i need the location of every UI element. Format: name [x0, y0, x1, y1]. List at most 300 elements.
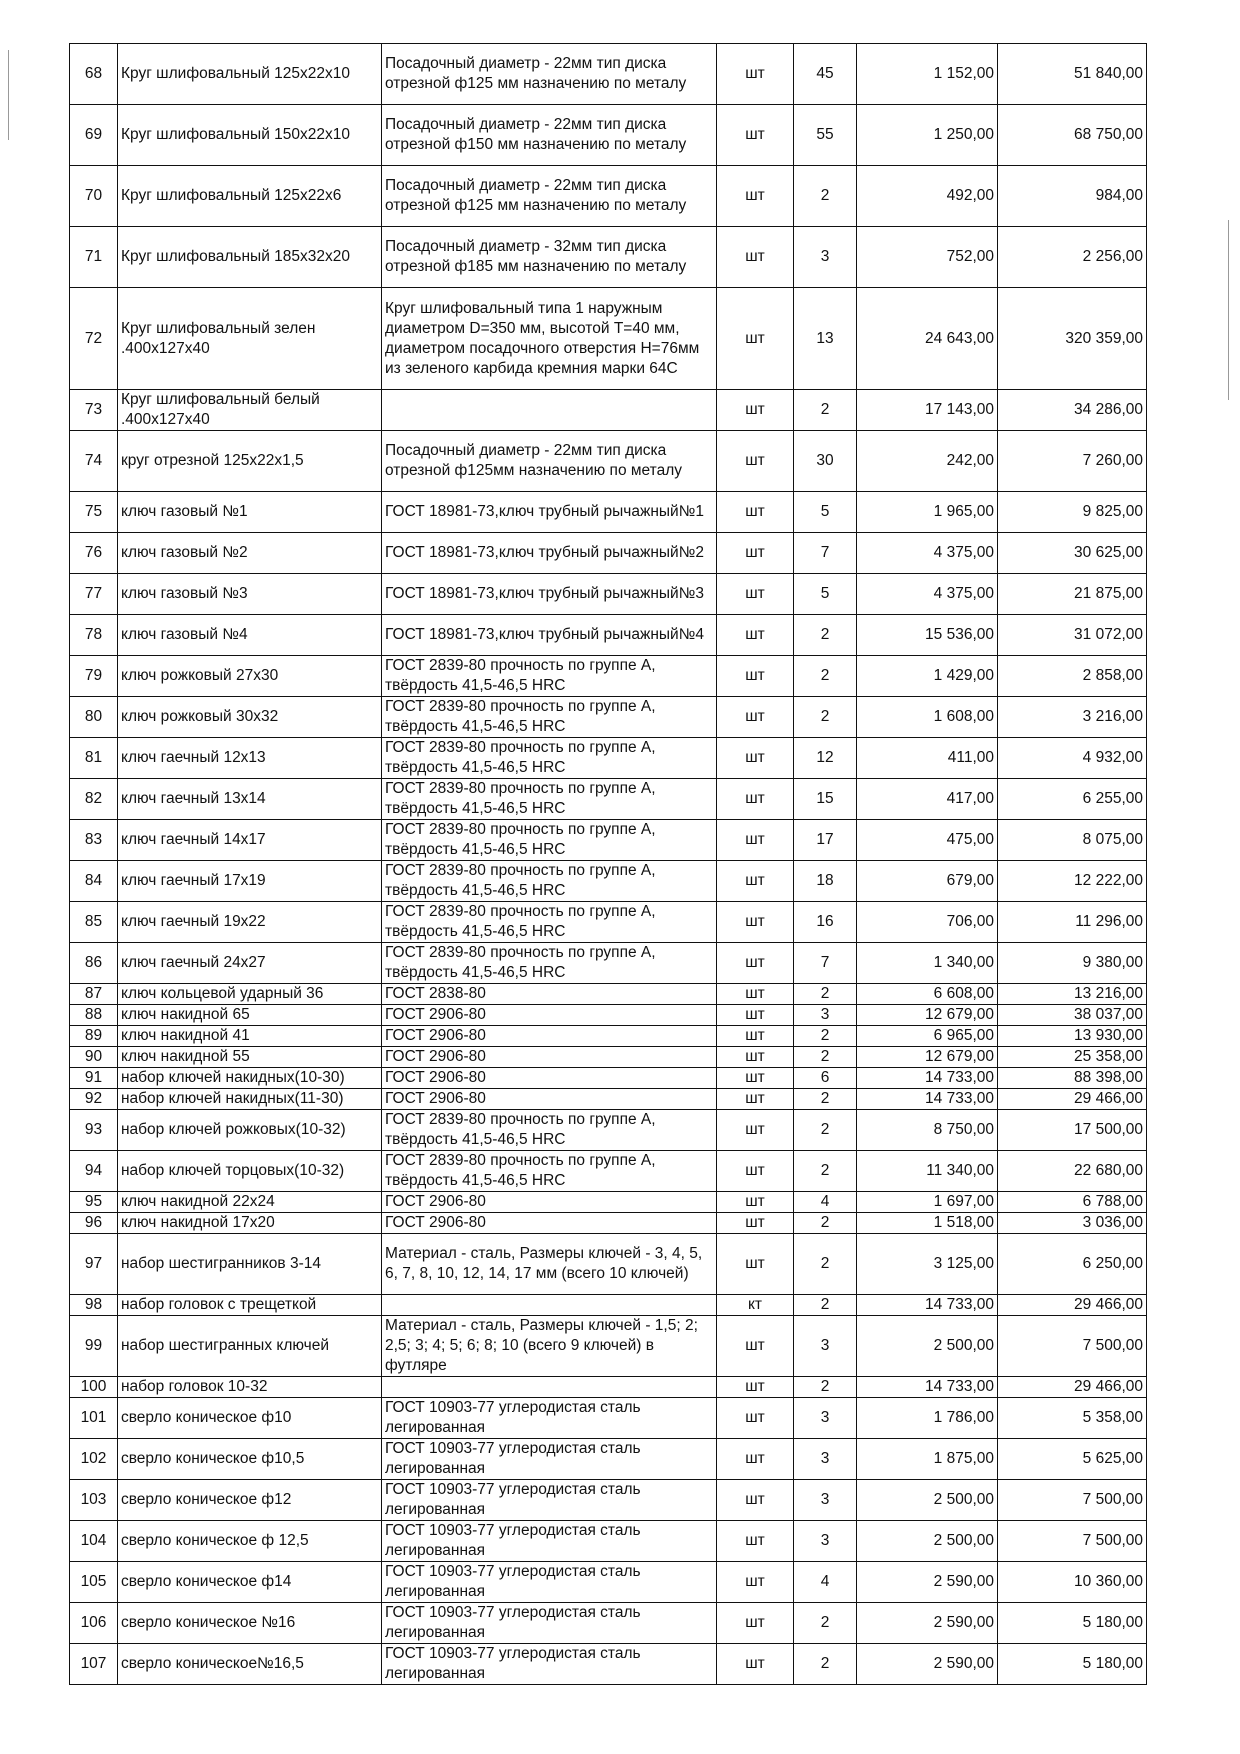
item-unit: шт — [717, 288, 794, 390]
item-name: сверло коническое ф 12,5 — [118, 1521, 382, 1562]
item-unit: шт — [717, 779, 794, 820]
item-name: ключ гаечный 12х13 — [118, 738, 382, 779]
item-price: 475,00 — [857, 820, 998, 861]
item-description: ГОСТ 2839-80 прочность по группе А, твёрдость 41,5-46,5 HRC — [382, 902, 717, 943]
item-price: 492,00 — [857, 166, 998, 227]
item-name: Круг шлифовальный 125х22х10 — [118, 44, 382, 105]
item-price: 242,00 — [857, 431, 998, 492]
item-price: 3 125,00 — [857, 1234, 998, 1295]
item-name: Круг шлифовальный 185х32х20 — [118, 227, 382, 288]
item-description: ГОСТ 2839-80 прочность по группе А, твёрдость 41,5-46,5 HRC — [382, 1110, 717, 1151]
row-number: 102 — [70, 1439, 118, 1480]
table-row — [70, 738, 1147, 779]
item-quantity: 45 — [794, 44, 857, 105]
item-description: Материал - сталь, Размеры ключей - 1,5; 2; 2,5; 3; 4; 5; 6; 8; 10 (всего 9 ключей) в футляре — [382, 1316, 717, 1377]
item-unit: шт — [717, 1026, 794, 1047]
row-number: 90 — [70, 1047, 118, 1068]
table-row — [70, 1089, 1147, 1110]
item-unit: шт — [717, 1213, 794, 1234]
item-description: ГОСТ 10903-77 углеродистая сталь легированная — [382, 1644, 717, 1685]
item-unit: шт — [717, 1377, 794, 1398]
item-quantity: 4 — [794, 1192, 857, 1213]
table-row — [70, 1234, 1147, 1295]
row-number: 69 — [70, 105, 118, 166]
item-quantity: 2 — [794, 1377, 857, 1398]
row-number: 79 — [70, 656, 118, 697]
item-price: 2 590,00 — [857, 1562, 998, 1603]
item-price: 15 536,00 — [857, 615, 998, 656]
row-number: 98 — [70, 1295, 118, 1316]
item-unit: шт — [717, 943, 794, 984]
item-name: ключ гаечный 19х22 — [118, 902, 382, 943]
item-total: 25 358,00 — [998, 1047, 1147, 1068]
item-description: Посадочный диаметр - 22мм тип диска отрезной ф125 мм назначению по металу — [382, 166, 717, 227]
item-total: 3 216,00 — [998, 697, 1147, 738]
item-price: 1 697,00 — [857, 1192, 998, 1213]
item-unit: шт — [717, 1316, 794, 1377]
item-quantity: 5 — [794, 492, 857, 533]
item-name: Круг шлифовальный зелен .400х127х40 — [118, 288, 382, 390]
item-total: 31 072,00 — [998, 615, 1147, 656]
row-number: 101 — [70, 1398, 118, 1439]
item-quantity: 7 — [794, 533, 857, 574]
item-unit: шт — [717, 44, 794, 105]
item-description — [382, 1295, 717, 1316]
item-price: 1 786,00 — [857, 1398, 998, 1439]
item-price: 2 500,00 — [857, 1480, 998, 1521]
table-row — [70, 1316, 1147, 1377]
table-row — [70, 779, 1147, 820]
row-number: 99 — [70, 1316, 118, 1377]
item-unit: шт — [717, 492, 794, 533]
item-description: Материал - сталь, Размеры ключей - 3, 4, 5, 6, 7, 8, 10, 12, 14, 17 мм (всего 10 ключей) — [382, 1234, 717, 1295]
item-name: ключ гаечный 24х27 — [118, 943, 382, 984]
table-row — [70, 615, 1147, 656]
item-description: ГОСТ 10903-77 углеродистая сталь легированная — [382, 1398, 717, 1439]
table-row — [70, 943, 1147, 984]
item-quantity: 2 — [794, 1110, 857, 1151]
row-number: 106 — [70, 1603, 118, 1644]
item-total: 2 858,00 — [998, 656, 1147, 697]
item-unit: шт — [717, 656, 794, 697]
item-price: 12 679,00 — [857, 1005, 998, 1026]
item-price: 24 643,00 — [857, 288, 998, 390]
item-quantity: 2 — [794, 984, 857, 1005]
item-total: 7 500,00 — [998, 1480, 1147, 1521]
item-description: ГОСТ 2906-80 — [382, 1026, 717, 1047]
item-price: 4 375,00 — [857, 574, 998, 615]
item-price: 1 965,00 — [857, 492, 998, 533]
item-quantity: 2 — [794, 1047, 857, 1068]
row-number: 105 — [70, 1562, 118, 1603]
item-name: набор шестигранных ключей — [118, 1316, 382, 1377]
item-unit: шт — [717, 533, 794, 574]
item-quantity: 2 — [794, 166, 857, 227]
item-quantity: 7 — [794, 943, 857, 984]
item-name: набор головок с трещеткой — [118, 1295, 382, 1316]
item-name: ключ газовый №4 — [118, 615, 382, 656]
table-row — [70, 861, 1147, 902]
table-row — [70, 1439, 1147, 1480]
item-quantity: 2 — [794, 697, 857, 738]
scan-margin-mark — [8, 50, 9, 140]
item-price: 679,00 — [857, 861, 998, 902]
item-description: ГОСТ 2838-80 — [382, 984, 717, 1005]
item-price: 6 965,00 — [857, 1026, 998, 1047]
item-total: 6 250,00 — [998, 1234, 1147, 1295]
table-row — [70, 1377, 1147, 1398]
row-number: 91 — [70, 1068, 118, 1089]
item-name: ключ газовый №3 — [118, 574, 382, 615]
item-quantity: 3 — [794, 1316, 857, 1377]
row-number: 95 — [70, 1192, 118, 1213]
item-total: 13 216,00 — [998, 984, 1147, 1005]
item-unit: шт — [717, 105, 794, 166]
item-name: ключ накидной 17х20 — [118, 1213, 382, 1234]
item-total: 320 359,00 — [998, 288, 1147, 390]
row-number: 73 — [70, 390, 118, 431]
row-number: 71 — [70, 227, 118, 288]
row-number: 86 — [70, 943, 118, 984]
item-description: ГОСТ 10903-77 углеродистая сталь легированная — [382, 1480, 717, 1521]
table-row — [70, 1562, 1147, 1603]
item-price: 8 750,00 — [857, 1110, 998, 1151]
item-unit: шт — [717, 1192, 794, 1213]
table-row — [70, 1047, 1147, 1068]
item-total: 3 036,00 — [998, 1213, 1147, 1234]
item-quantity: 3 — [794, 227, 857, 288]
item-price: 706,00 — [857, 902, 998, 943]
item-price: 1 250,00 — [857, 105, 998, 166]
item-name: ключ гаечный 13х14 — [118, 779, 382, 820]
row-number: 100 — [70, 1377, 118, 1398]
item-price: 2 500,00 — [857, 1521, 998, 1562]
item-unit: шт — [717, 1005, 794, 1026]
item-description: ГОСТ 2906-80 — [382, 1068, 717, 1089]
table-row — [70, 288, 1147, 390]
item-description: ГОСТ 2839-80 прочность по группе А, твёрдость 41,5-46,5 HRC — [382, 697, 717, 738]
item-name: набор головок 10-32 — [118, 1377, 382, 1398]
item-quantity: 2 — [794, 656, 857, 697]
row-number: 81 — [70, 738, 118, 779]
item-name: ключ газовый №2 — [118, 533, 382, 574]
item-unit: шт — [717, 861, 794, 902]
item-unit: шт — [717, 697, 794, 738]
item-description: ГОСТ 2839-80 прочность по группе А, твёрдость 41,5-46,5 HRC — [382, 820, 717, 861]
table-row — [70, 105, 1147, 166]
item-price: 17 143,00 — [857, 390, 998, 431]
item-quantity: 17 — [794, 820, 857, 861]
table-row — [70, 1644, 1147, 1685]
item-total: 5 180,00 — [998, 1644, 1147, 1685]
table-row — [70, 820, 1147, 861]
item-quantity: 2 — [794, 1295, 857, 1316]
item-total: 17 500,00 — [998, 1110, 1147, 1151]
item-price: 11 340,00 — [857, 1151, 998, 1192]
item-name: ключ гаечный 14х17 — [118, 820, 382, 861]
item-name: ключ накидной 41 — [118, 1026, 382, 1047]
item-quantity: 16 — [794, 902, 857, 943]
item-total: 4 932,00 — [998, 738, 1147, 779]
row-number: 72 — [70, 288, 118, 390]
item-quantity: 13 — [794, 288, 857, 390]
item-description: Посадочный диаметр - 22мм тип диска отрезной ф150 мм назначению по металу — [382, 105, 717, 166]
item-description: ГОСТ 10903-77 углеродистая сталь легированная — [382, 1521, 717, 1562]
item-name: набор ключей рожковых(10-32) — [118, 1110, 382, 1151]
table-row — [70, 431, 1147, 492]
table-row — [70, 44, 1147, 105]
item-name: ключ кольцевой ударный 36 — [118, 984, 382, 1005]
table-body — [70, 44, 1147, 1685]
item-price: 1 518,00 — [857, 1213, 998, 1234]
item-name: ключ рожковый 27х30 — [118, 656, 382, 697]
item-description: ГОСТ 18981-73,ключ трубный рычажный№1 — [382, 492, 717, 533]
table-row — [70, 1398, 1147, 1439]
item-name: сверло коническое №16 — [118, 1603, 382, 1644]
item-quantity: 3 — [794, 1398, 857, 1439]
item-unit: шт — [717, 1480, 794, 1521]
item-unit: шт — [717, 902, 794, 943]
item-description: ГОСТ 10903-77 углеродистая сталь легированная — [382, 1439, 717, 1480]
item-unit: шт — [717, 1439, 794, 1480]
item-total: 10 360,00 — [998, 1562, 1147, 1603]
item-total: 88 398,00 — [998, 1068, 1147, 1089]
item-name: сверло коническое ф10,5 — [118, 1439, 382, 1480]
item-quantity: 2 — [794, 1089, 857, 1110]
item-description: ГОСТ 10903-77 углеродистая сталь легированная — [382, 1562, 717, 1603]
item-quantity: 2 — [794, 1234, 857, 1295]
table-row — [70, 533, 1147, 574]
row-number: 85 — [70, 902, 118, 943]
item-name: сверло коническое ф10 — [118, 1398, 382, 1439]
item-price: 411,00 — [857, 738, 998, 779]
item-price: 2 500,00 — [857, 1316, 998, 1377]
item-description: ГОСТ 2839-80 прочность по группе А, твёрдость 41,5-46,5 HRC — [382, 779, 717, 820]
item-price: 12 679,00 — [857, 1047, 998, 1068]
item-total: 12 222,00 — [998, 861, 1147, 902]
item-name: круг отрезной 125х22х1,5 — [118, 431, 382, 492]
table-row — [70, 1068, 1147, 1089]
item-total: 11 296,00 — [998, 902, 1147, 943]
item-unit: шт — [717, 1234, 794, 1295]
item-total: 34 286,00 — [998, 390, 1147, 431]
table-row — [70, 1295, 1147, 1316]
item-quantity: 2 — [794, 1151, 857, 1192]
row-number: 96 — [70, 1213, 118, 1234]
row-number: 94 — [70, 1151, 118, 1192]
item-name: ключ газовый №1 — [118, 492, 382, 533]
item-unit: шт — [717, 227, 794, 288]
item-description: ГОСТ 2906-80 — [382, 1089, 717, 1110]
item-quantity: 12 — [794, 738, 857, 779]
item-total: 5 358,00 — [998, 1398, 1147, 1439]
row-number: 74 — [70, 431, 118, 492]
item-name: набор шестигранников 3-14 — [118, 1234, 382, 1295]
item-total: 29 466,00 — [998, 1089, 1147, 1110]
table-row — [70, 492, 1147, 533]
table-row — [70, 902, 1147, 943]
item-quantity: 2 — [794, 1644, 857, 1685]
item-description: ГОСТ 2839-80 прочность по группе А, твёрдость 41,5-46,5 HRC — [382, 1151, 717, 1192]
item-price: 1 429,00 — [857, 656, 998, 697]
item-price: 1 152,00 — [857, 44, 998, 105]
table-row — [70, 656, 1147, 697]
item-total: 9 380,00 — [998, 943, 1147, 984]
item-description: ГОСТ 2906-80 — [382, 1192, 717, 1213]
item-description: Посадочный диаметр - 32мм тип диска отрезной ф185 мм назначению по металу — [382, 227, 717, 288]
item-description: ГОСТ 2906-80 — [382, 1213, 717, 1234]
item-price: 1 608,00 — [857, 697, 998, 738]
item-description — [382, 1377, 717, 1398]
item-name: набор ключей накидных(10-30) — [118, 1068, 382, 1089]
item-total: 7 500,00 — [998, 1521, 1147, 1562]
item-total: 6 255,00 — [998, 779, 1147, 820]
row-number: 87 — [70, 984, 118, 1005]
row-number: 76 — [70, 533, 118, 574]
row-number: 88 — [70, 1005, 118, 1026]
item-description: ГОСТ 2839-80 прочность по группе А, твёрдость 41,5-46,5 HRC — [382, 656, 717, 697]
item-name: ключ накидной 55 — [118, 1047, 382, 1068]
row-number: 83 — [70, 820, 118, 861]
item-unit: шт — [717, 390, 794, 431]
item-quantity: 3 — [794, 1480, 857, 1521]
item-price: 1 875,00 — [857, 1439, 998, 1480]
item-name: Круг шлифовальный 150х22х10 — [118, 105, 382, 166]
row-number: 93 — [70, 1110, 118, 1151]
table-row — [70, 1192, 1147, 1213]
scan-margin-mark-right — [1228, 220, 1229, 400]
item-description: ГОСТ 2839-80 прочность по группе А, твёрдость 41,5-46,5 HRC — [382, 861, 717, 902]
item-unit: шт — [717, 431, 794, 492]
item-total: 6 788,00 — [998, 1192, 1147, 1213]
row-number: 89 — [70, 1026, 118, 1047]
table-row — [70, 984, 1147, 1005]
item-price: 14 733,00 — [857, 1089, 998, 1110]
table-row — [70, 1213, 1147, 1234]
specification-table — [69, 43, 1147, 1685]
item-unit: шт — [717, 1151, 794, 1192]
item-price: 14 733,00 — [857, 1068, 998, 1089]
table-row — [70, 697, 1147, 738]
item-unit: шт — [717, 615, 794, 656]
item-unit: шт — [717, 1521, 794, 1562]
item-quantity: 2 — [794, 1026, 857, 1047]
item-unit: шт — [717, 1047, 794, 1068]
item-unit: шт — [717, 1110, 794, 1151]
item-name: Круг шлифовальный 125х22х6 — [118, 166, 382, 227]
item-unit: кт — [717, 1295, 794, 1316]
row-number: 77 — [70, 574, 118, 615]
item-quantity: 2 — [794, 1213, 857, 1234]
item-total: 2 256,00 — [998, 227, 1147, 288]
row-number: 92 — [70, 1089, 118, 1110]
item-description: Посадочный диаметр - 22мм тип диска отрезной ф125 мм назначению по металу — [382, 44, 717, 105]
item-quantity: 4 — [794, 1562, 857, 1603]
item-name: сверло коническоe№16,5 — [118, 1644, 382, 1685]
row-number: 84 — [70, 861, 118, 902]
table-row — [70, 1480, 1147, 1521]
row-number: 97 — [70, 1234, 118, 1295]
item-total: 7 260,00 — [998, 431, 1147, 492]
item-price: 14 733,00 — [857, 1295, 998, 1316]
item-unit: шт — [717, 1562, 794, 1603]
table-row — [70, 1151, 1147, 1192]
item-unit: шт — [717, 1644, 794, 1685]
item-unit: шт — [717, 574, 794, 615]
item-total: 29 466,00 — [998, 1295, 1147, 1316]
item-quantity: 15 — [794, 779, 857, 820]
row-number: 103 — [70, 1480, 118, 1521]
row-number: 78 — [70, 615, 118, 656]
item-unit: шт — [717, 984, 794, 1005]
item-name: ключ рожковый 30х32 — [118, 697, 382, 738]
item-total: 984,00 — [998, 166, 1147, 227]
row-number: 104 — [70, 1521, 118, 1562]
item-name: сверло коническое ф12 — [118, 1480, 382, 1521]
item-name: ключ гаечный 17х19 — [118, 861, 382, 902]
item-total: 29 466,00 — [998, 1377, 1147, 1398]
item-price: 1 340,00 — [857, 943, 998, 984]
row-number: 68 — [70, 44, 118, 105]
item-total: 68 750,00 — [998, 105, 1147, 166]
row-number: 107 — [70, 1644, 118, 1685]
item-name: набор ключей торцовых(10-32) — [118, 1151, 382, 1192]
item-price: 417,00 — [857, 779, 998, 820]
item-total: 13 930,00 — [998, 1026, 1147, 1047]
table-row — [70, 227, 1147, 288]
item-price: 14 733,00 — [857, 1377, 998, 1398]
row-number: 82 — [70, 779, 118, 820]
table-row — [70, 1521, 1147, 1562]
table-row — [70, 1110, 1147, 1151]
item-total: 8 075,00 — [998, 820, 1147, 861]
item-name: набор ключей накидных(11-30) — [118, 1089, 382, 1110]
item-quantity: 5 — [794, 574, 857, 615]
table-row — [70, 574, 1147, 615]
table-row — [70, 1603, 1147, 1644]
item-description: ГОСТ 10903-77 углеродистая сталь легированная — [382, 1603, 717, 1644]
item-price: 4 375,00 — [857, 533, 998, 574]
item-description: ГОСТ 18981-73,ключ трубный рычажный№3 — [382, 574, 717, 615]
item-unit: шт — [717, 1089, 794, 1110]
item-unit: шт — [717, 1068, 794, 1089]
item-description: ГОСТ 2906-80 — [382, 1047, 717, 1068]
item-price: 752,00 — [857, 227, 998, 288]
item-price: 2 590,00 — [857, 1644, 998, 1685]
item-total: 5 180,00 — [998, 1603, 1147, 1644]
table-row — [70, 390, 1147, 431]
item-quantity: 18 — [794, 861, 857, 902]
item-total: 21 875,00 — [998, 574, 1147, 615]
item-unit: шт — [717, 1603, 794, 1644]
item-description: ГОСТ 18981-73,ключ трубный рычажный№4 — [382, 615, 717, 656]
item-quantity: 2 — [794, 1603, 857, 1644]
item-total: 51 840,00 — [998, 44, 1147, 105]
item-quantity: 3 — [794, 1005, 857, 1026]
item-quantity: 2 — [794, 615, 857, 656]
item-total: 7 500,00 — [998, 1316, 1147, 1377]
item-quantity: 6 — [794, 1068, 857, 1089]
item-total: 9 825,00 — [998, 492, 1147, 533]
item-total: 30 625,00 — [998, 533, 1147, 574]
item-unit: шт — [717, 820, 794, 861]
table-row — [70, 1005, 1147, 1026]
item-total: 22 680,00 — [998, 1151, 1147, 1192]
item-unit: шт — [717, 1398, 794, 1439]
table-row — [70, 166, 1147, 227]
table-row — [70, 1026, 1147, 1047]
item-quantity: 3 — [794, 1439, 857, 1480]
